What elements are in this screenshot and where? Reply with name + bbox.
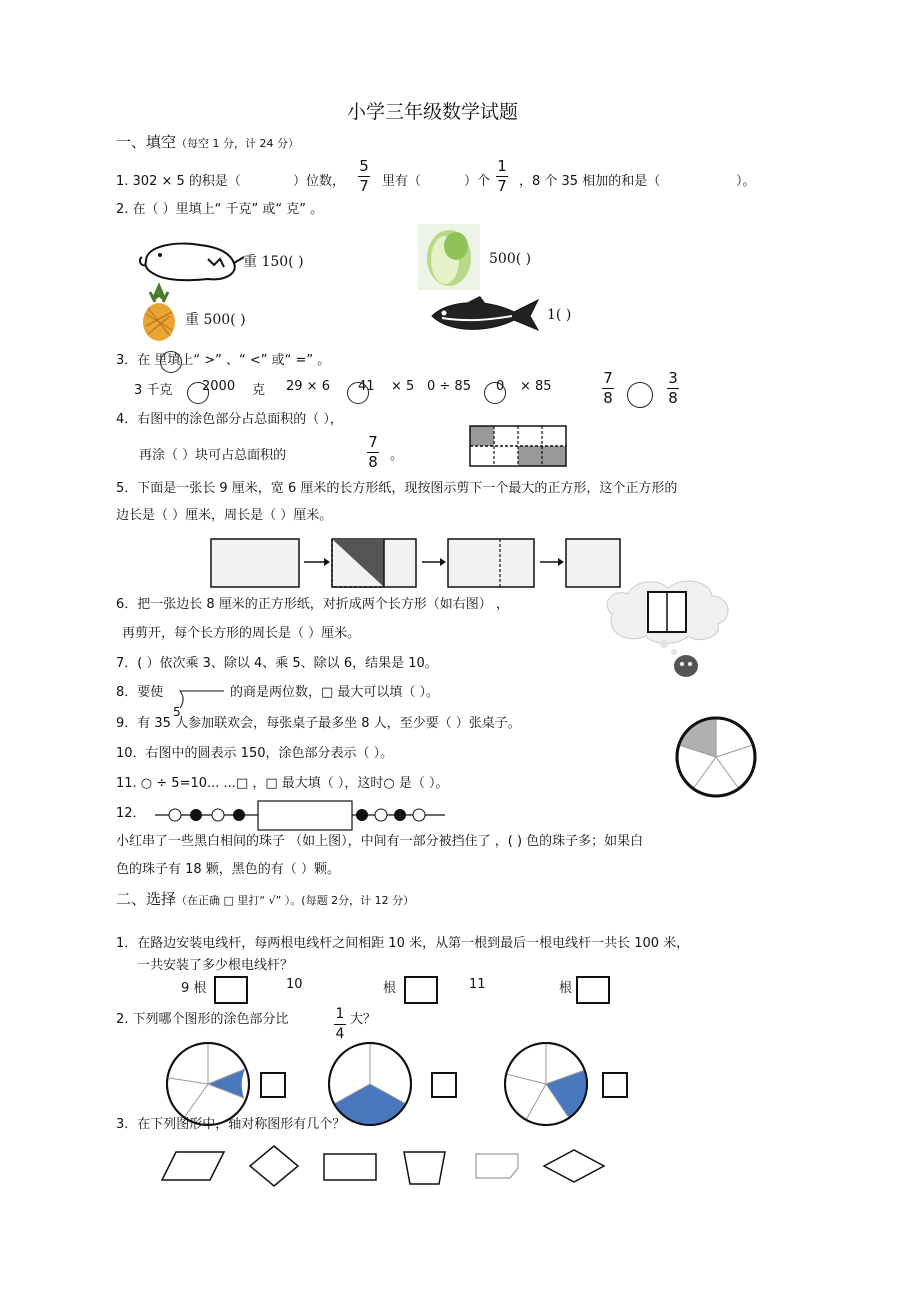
q1-part-b: ）位数， — [293, 174, 346, 189]
q5-line1: 5．下面是一张长 9 厘米，宽 6 厘米的长方形纸，现按图示剪下一个最大的正方形，这个正方形的 — [116, 481, 678, 496]
q3-item: 29 × 6 — [286, 379, 330, 394]
answer-checkbox[interactable] — [214, 976, 248, 1004]
c3-text: 3．在下列图形中，轴对称图形有几个？ — [116, 1117, 346, 1132]
q7-text: 7．( ）依次乘 3、除以 4、乘 5、除以 6，结果是 10。 — [116, 656, 438, 671]
c1-line2: 一共安装了多少根电线杆？ — [137, 958, 294, 973]
section2-title: 二、选择 — [116, 890, 177, 908]
bead-string-figure — [155, 800, 445, 832]
c2-pie-3 — [502, 1040, 590, 1128]
q6-line1: 6．把一张边长 8 厘米的正方形纸，对折成两个长方形（如右图） ， — [116, 597, 509, 612]
answer-checkbox[interactable] — [576, 976, 610, 1004]
q8-text-a: 8．要使 — [116, 685, 164, 700]
q8-text-b: 的商是两位数，□ 最大可以填（ ）。 — [230, 685, 440, 700]
denominator: 8 — [668, 389, 678, 407]
q5-line2: 边长是（ ）厘米，周长是（ ）厘米。 — [116, 508, 333, 523]
q4-grid-figure — [469, 425, 567, 467]
q3-item: 0 — [496, 379, 505, 394]
q8-divisor: 5 — [173, 705, 181, 719]
denominator: 8 — [603, 389, 613, 407]
q5-cut-figure — [210, 536, 625, 590]
c1-line1: 1．在路边安装电线杆，每两根电线杆之间相距 10 米，从第一根到最后一根电线杆一共长 100 米， — [116, 936, 690, 951]
answer-checkbox[interactable] — [404, 976, 438, 1004]
q3-item: 克 — [252, 383, 266, 398]
c2-fraction — [334, 1006, 346, 1043]
q2-text: 2. 在（ ）里填上“ 千克” 或“ 克” 。 — [116, 202, 324, 217]
trapezoid-shape — [404, 1152, 445, 1184]
q11-text: 11. ○ ÷ 5=10... ...□ ，□ 最大填（ ），这时○ 是（ ）。 — [116, 776, 449, 791]
q3-item: 2000 — [202, 379, 236, 394]
page-title: 小学三年级数学试题 — [347, 101, 519, 123]
q3-item: 3 千克 — [134, 383, 173, 398]
q3-item: × 85 — [520, 379, 552, 394]
section1-title: 一、填空 — [116, 133, 177, 151]
pineapple-weight-label: 重 500( ) — [185, 312, 246, 328]
pig-weight-label: 重 150( ) — [243, 254, 304, 270]
q6-line2: 再剪开，每个长方形的周长是（ ）厘米。 — [122, 626, 361, 641]
q3-fraction-1 — [602, 370, 614, 407]
q4-fraction — [367, 434, 379, 471]
q1-part-f: ）。 — [736, 174, 756, 189]
flat-rhombus-shape — [544, 1150, 604, 1182]
q10-text: 10．右图中的圆表示 150，涂色部分表示（ ）。 — [116, 746, 394, 761]
numerator: 7 — [368, 433, 378, 451]
numerator: 1 — [497, 157, 507, 175]
q6-thought-figure — [598, 574, 736, 684]
section1-note: （每空 1 分，计 24 分） — [176, 137, 299, 150]
c1-option: 根 — [383, 981, 397, 996]
q1-part-e: ，8 个 35 相加的和是（ — [519, 174, 661, 189]
q1-fraction-1 — [358, 158, 370, 195]
compare-circle[interactable] — [160, 351, 182, 373]
q4-line2-end: 。 — [390, 448, 404, 463]
q3-item: × 5 — [391, 379, 415, 394]
numerator: 7 — [603, 369, 613, 387]
q1-part-c: 里有（ — [382, 174, 422, 189]
q4-line2: 再涂（ ）块可占总面积的 — [139, 448, 287, 463]
parallelogram-shape — [162, 1152, 224, 1180]
rhombus-shape — [250, 1146, 298, 1186]
section2-note: （在正确 □ 里打“ √” ）。(每题 2分，计 12 分） — [176, 894, 415, 907]
q3-text: 3．在 里填上“ >” 、“ <” 或“ =” 。 — [116, 353, 331, 368]
c1-option: 10 — [286, 977, 303, 992]
compare-circle[interactable] — [627, 382, 653, 408]
q3-item: 0 ÷ 85 — [427, 379, 471, 394]
q12-line2: 色的珠子有 18 颗，黑色的有（ ）颗。 — [116, 862, 340, 877]
denominator: 8 — [368, 453, 378, 471]
fish-icon — [428, 296, 540, 336]
section2-heading — [116, 888, 414, 909]
denominator: 7 — [359, 177, 369, 195]
pineapple-icon — [138, 286, 180, 342]
answer-checkbox[interactable] — [260, 1072, 286, 1098]
rectangle-shape — [324, 1154, 376, 1180]
c2-text-tail: 大？ — [350, 1012, 377, 1027]
q1-fraction-2 — [496, 158, 508, 195]
cabbage-icon — [418, 224, 480, 290]
answer-checkbox[interactable] — [431, 1072, 457, 1098]
c1-option: 9 根 — [181, 981, 207, 996]
section1-heading — [116, 131, 299, 152]
denominator: 7 — [497, 177, 507, 195]
q1-part-a: 1. 302 × 5 的积是（ — [116, 174, 241, 189]
c2-text: 2. 下列哪个图形的涂色部分比 — [116, 1012, 289, 1027]
numerator: 3 — [668, 369, 678, 387]
q4-line1: 4．右图中的涂色部分占总面积的（ ）， — [116, 412, 343, 427]
q9-pie-figure — [674, 712, 758, 802]
answer-checkbox[interactable] — [602, 1072, 628, 1098]
numerator: 1 — [335, 1006, 345, 1022]
q1-part-d: ）个 — [464, 174, 491, 189]
cut-rectangle-shape — [476, 1154, 518, 1178]
q12-label: 12． — [116, 806, 146, 821]
q3-item: 41 — [358, 379, 375, 394]
pig-icon — [138, 237, 248, 287]
q3-fraction-2 — [667, 370, 679, 407]
cabbage-weight-label: 500( ) — [489, 251, 532, 267]
q12-line1: 小红串了一些黑白相间的珠子 （如上图），中间有一部分被挡住了 ，( ) 色的珠子多；如果白 — [116, 834, 644, 849]
c3-shapes-figure — [160, 1142, 610, 1190]
numerator: 5 — [359, 157, 369, 175]
c1-option: 根 — [559, 981, 573, 996]
denominator: 4 — [335, 1026, 345, 1042]
c1-option: 11 — [469, 977, 486, 992]
fish-weight-label: 1( ) — [547, 307, 572, 323]
q9-text: 9．有 35 人参加联欢会，每张桌子最多坐 8 人，至少要（ ）张桌子。 — [116, 716, 521, 731]
